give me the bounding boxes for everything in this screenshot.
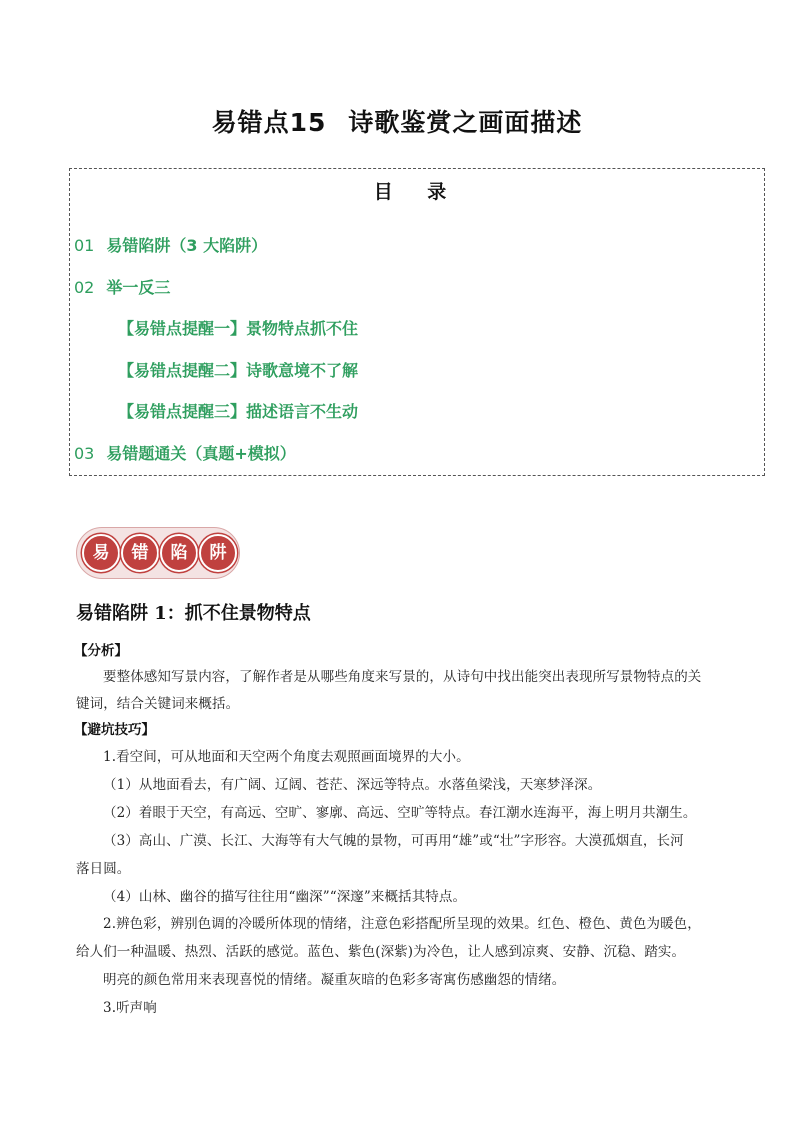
tips-label: 【避坑技巧】 (74, 722, 155, 738)
paragraph-line: 要整体感知写景内容，了解作者是从哪些角度来写景的，从诗句中找出能突出表现所写景物特点的关 (103, 669, 702, 685)
toc-subitem-1[interactable] (118, 316, 358, 339)
paragraph-line: （4）山林、幽谷的描写往往用“幽深”“深邃”来概括其特点。 (103, 889, 467, 905)
toc-item-label: 【易错点提醒三】描述语言不生动 (118, 402, 359, 421)
paragraph-line: （2）着眼于天空，有高远、空旷、寥廓、高远、空旷等特点。春江潮水连海平，海上明月共潮生。 (103, 805, 697, 821)
toc-item-label: 举一反三 (106, 278, 171, 297)
toc-item-number: 03 (74, 444, 95, 463)
paragraph-line: 1.看空间，可从地面和天空两个角度去观照画面境界的大小。 (103, 749, 470, 765)
badge-char: 阱 (199, 534, 237, 572)
toc-item-label: 易错题通关（真题+模拟） (106, 444, 296, 463)
paragraph-line: 键词，结合关键词来概括。 (76, 696, 240, 712)
paragraph-line: 3.听声响 (103, 1000, 157, 1016)
title-sub: 诗歌鉴赏之画面描述 (348, 108, 583, 137)
badge-char: 易 (82, 534, 120, 572)
toc-item-label: 【易错点提醒二】诗歌意境不了解 (118, 361, 359, 380)
toc-item-3[interactable] (74, 441, 296, 464)
paragraph-line: 落日圆。 (76, 861, 131, 877)
badge-char: 错 (121, 534, 159, 572)
paragraph-line: （3）高山、广漠、长江、大海等有大气魄的景物，可再用“雄”或“壮”字形容。大漠孤烟直，长河 (103, 833, 684, 849)
badge-char: 陷 (160, 534, 198, 572)
toc-item-number: 02 (74, 278, 95, 297)
paragraph-line: 2.辨色彩，辨别色调的冷暖所体现的情绪，注意色彩搭配所呈现的效果。红色、橙色、黄色为暖色， (103, 916, 701, 932)
toc-item-label: 【易错点提醒一】景物特点抓不住 (118, 319, 359, 338)
analysis-label: 【分析】 (74, 643, 128, 659)
section-badge (76, 527, 240, 579)
toc-item-1[interactable] (74, 233, 267, 256)
table-of-contents (69, 168, 765, 476)
toc-subitem-3[interactable] (118, 399, 358, 422)
paragraph-line: （1）从地面看去，有广阔、辽阔、苍茫、深远等特点。水落鱼梁浅，天寒梦泽深。 (103, 777, 602, 793)
paragraph-line: 给人们一种温暖、热烈、活跃的感觉。蓝色、紫色(深紫)为冷色，让人感到凉爽、安静、沉稳、踏实。 (76, 944, 686, 960)
toc-heading: 目 录 (373, 181, 461, 203)
toc-item-label: 易错陷阱（3 大陷阱） (106, 236, 268, 255)
title-main: 易错点15 (211, 108, 327, 137)
section-title: 易错陷阱 1：抓不住景物特点 (76, 603, 311, 624)
toc-subitem-2[interactable] (118, 358, 358, 381)
paragraph-line: 明亮的颜色常用来表现喜悦的情绪。凝重灰暗的色彩多寄寓伤感幽怨的情绪。 (103, 972, 566, 988)
page-title (0, 103, 794, 139)
toc-item-number: 01 (74, 236, 95, 255)
toc-item-2[interactable] (74, 275, 170, 298)
